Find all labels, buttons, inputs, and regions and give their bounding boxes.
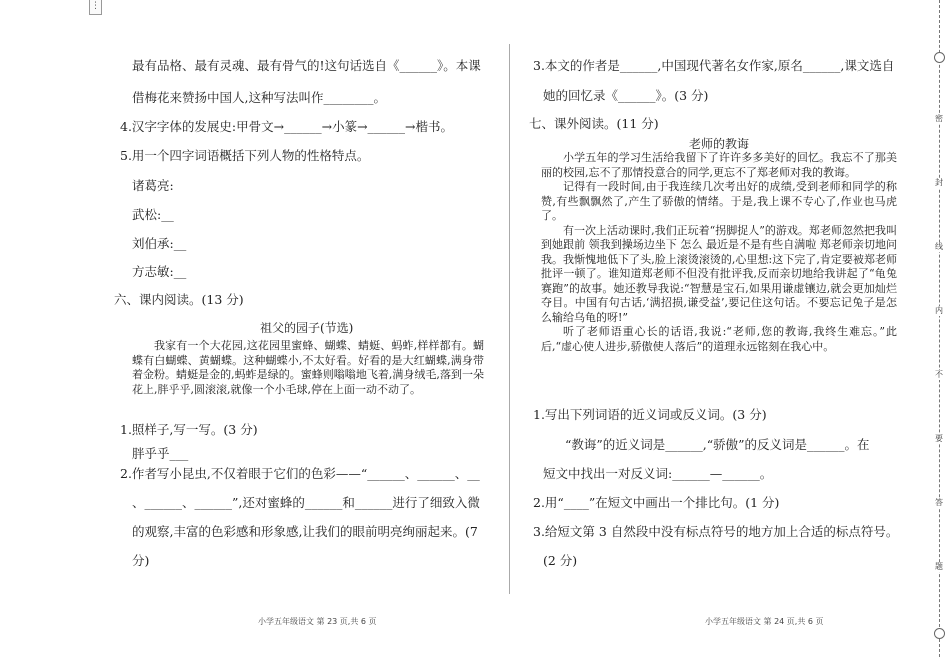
question-4: 4.汉字字体的发展史:甲骨文→______→小篆→______→楷书。 [120, 119, 454, 134]
text-line: 借梅花来赞扬中国人,这种写法叫作________。 [132, 90, 386, 105]
page-footer: 小学五年级语文 第 24 页,共 6 页 [705, 617, 824, 626]
binding-char: 答 [932, 498, 946, 508]
passage-body [132, 339, 484, 397]
question-6-2-cont: 的观察,丰富的色彩感和形象感,让我们的眼前明亮绚丽起来。(7 [132, 524, 478, 539]
binding-line [928, 0, 950, 657]
person-liu: 刘伯承:__ [132, 236, 187, 251]
binding-char: 线 [932, 242, 946, 252]
binding-char: 内 [932, 306, 946, 316]
person-zhuge: 诸葛亮: [132, 178, 174, 193]
text-line: 最有品格、最有灵魂、最有骨气的!这句话选自《______》。本课 [132, 58, 481, 73]
question-6-1: 1.照样子,写一写。(3 分) [120, 422, 258, 437]
question-7-1-b: 短文中找出一对反义词:______—______。 [543, 466, 773, 481]
binding-char: 题 [932, 562, 946, 572]
binding-hole [934, 52, 945, 63]
passage-paragraph: 记得有一段时间,由于我连续几次考出好的成绩,受到老师和同学的称赞,有些飘飘然了,产生了骄傲的情绪。于是,我上课不专心了,作业也马虎了。 [541, 180, 897, 222]
section-7-title: 七、课外阅读。(11 分) [529, 116, 659, 131]
page-footer: 小学五年级语文 第 23 页,共 6 页 [258, 617, 377, 626]
answer-blank: 胖乎乎___ [132, 446, 189, 461]
passage-paragraph: 有一次上活动课时,我们正玩着“拐脚捉人”的游戏。郑老师忽然把我叫到她跟前 领我到操场边坐下 怎么 最近是不是有些自满啦 郑老师亲切地问我。我惭愧地低下了头,脸上滚烫滚烫的,心里想:这下完了,肯定要被郑老师批评一顿了。谁知道郑老师不但没有批评我,反而亲切地给我讲起了“龟兔赛跑”的故事。她还教导我说:“智慧是宝石,如果用谦虚镶边,就会更加灿烂夺目。中国有句古话,‘满招损,谦受益’,要记住这句话。不要忘记兔子是怎么输给乌龟的呀!” [541, 223, 897, 324]
question-5: 5.用一个四字词语概括下列人物的性格特点。 [120, 148, 370, 163]
question-7-3: 3.给短文第 3 自然段中没有标点符号的地方加上合适的标点符号。 [533, 524, 899, 539]
binding-char: 不 [932, 370, 946, 380]
passage-title: 老师的教诲 [689, 137, 750, 151]
section-6-title: 六、课内阅读。(13 分) [114, 292, 244, 307]
passage-paragraph: 我家有一个大花园,这花园里蜜蜂、蝴蝶、蜻蜓、蚂蚱,样样都有。蝴蝶有白蝴蝶、黄蝴蝶。这种蝴蝶小,不太好看。好看的是大红蝴蝶,满身带着金粉。蜻蜓是金的,蚂蚱是绿的。蜜蜂则嗡嗡地飞着,满身绒毛,落到一朵花上,胖乎乎,圆滚滚,就像一个小毛球,停在上面一动不动了。 [132, 339, 484, 396]
binding-char: 封 [932, 178, 946, 188]
column-divider [509, 44, 510, 594]
corner-mark: ⋮ [89, 0, 102, 15]
passage-paragraph: 小学五年的学习生活给我留下了许许多多美好的回忆。我忘不了那美丽的校园,忘不了那情投意合的同学,更忘不了郑老师对我的教诲。 [541, 151, 897, 179]
question-7-1: 1.写出下列词语的近义词或反义词。(3 分) [533, 407, 767, 422]
question-6-2: 2.作者写小昆虫,不仅着眼于它们的色彩——“______、______、__ [120, 466, 480, 481]
question-6-2-cont: 、______、______”,还对蜜蜂的______和______进行了细致入微 [132, 495, 480, 510]
question-3-cont: 她的回忆录《______》。(3 分) [543, 88, 709, 103]
person-wusong: 武松:__ [132, 207, 174, 222]
passage-body [541, 151, 897, 354]
binding-char: 要 [932, 434, 946, 444]
dashed-seal-line [939, 0, 940, 657]
question-7-2: 2.用“____”在短文中画出一个排比句。(1 分) [533, 495, 780, 510]
question-6-2-cont: 分) [132, 553, 150, 568]
binding-hole [934, 628, 945, 639]
binding-char: 密 [932, 114, 946, 124]
passage-paragraph: 听了老师语重心长的话语,我说:“老师,您的教诲,我终生难忘。”此后,“虚心使人进步,骄傲使人落后”的道理永远铭刻在我心中。 [541, 325, 897, 353]
question-3: 3.本文的作者是______,中国现代著名女作家,原名______,课文选自 [533, 58, 895, 73]
person-fang: 方志敏:__ [132, 264, 187, 279]
question-7-3-cont: (2 分) [543, 553, 578, 568]
passage-title: 祖父的园子(节选) [260, 321, 354, 335]
question-7-1-a: “教诲”的近义词是______,“骄傲”的反义词是______。在 [565, 437, 870, 452]
